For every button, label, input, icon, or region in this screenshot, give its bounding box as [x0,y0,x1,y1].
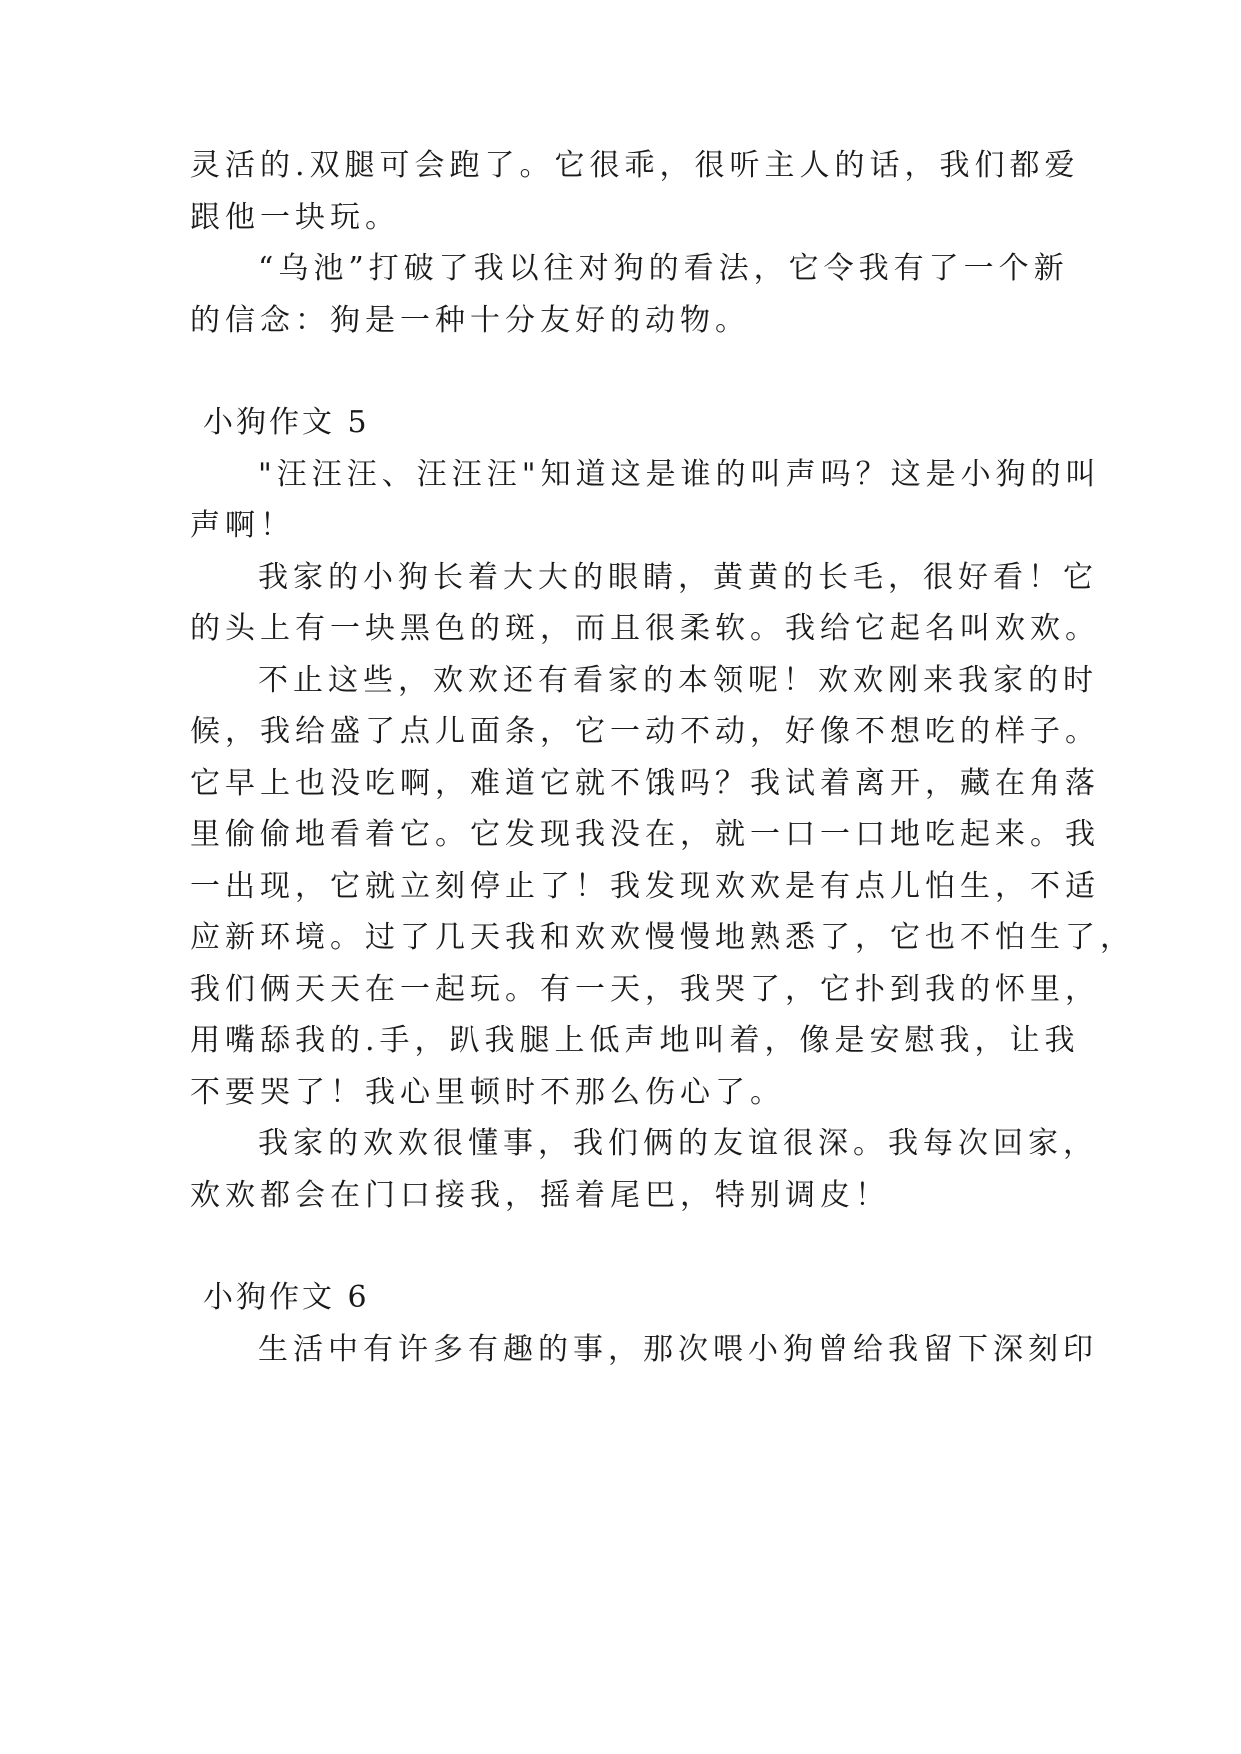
paragraph-line: 不要哭了！我心里顿时不那么伤心了。 [190,1075,785,1110]
paragraph-line: 我们俩天天在一起玩。有一天，我哭了，它扑到我的怀里， [190,972,1100,1007]
paragraph-line: 我家的小狗长着大大的眼睛，黄黄的长毛，很好看！它 [258,560,1098,595]
paragraph-line: 生活中有许多有趣的事，那次喂小狗曾给我留下深刻印 [258,1332,1098,1367]
paragraph-line: 一出现，它就立刻停止了！我发现欢欢是有点儿怕生，不适 [190,869,1100,904]
paragraph-line: 不止这些，欢欢还有看家的本领呢！欢欢刚来我家的时 [258,663,1098,698]
paragraph-line: 跟他一块玩。 [190,200,400,235]
paragraph-line: 我家的欢欢很懂事，我们俩的友谊很深。我每次回家， [258,1126,1098,1161]
paragraph-line: 候，我给盛了点儿面条，它一动不动，好像不想吃的样子。 [190,714,1100,749]
paragraph-line: “乌池”打破了我以往对狗的看法，它令我有了一个新 [258,251,1069,286]
paragraph-line: 的头上有一块黑色的斑，而且很柔软。我给它起名叫欢欢。 [190,611,1100,646]
paragraph-line: 声啊！ [190,508,295,543]
section-heading: 小狗作文 6 [203,1280,370,1315]
paragraph-line: 的信念：狗是一种十分友好的动物。 [190,303,750,338]
paragraph-line: 灵活的.双腿可会跑了。它很乖，很听主人的话，我们都爱 [190,148,1080,183]
paragraph-line: 应新环境。过了几天我和欢欢慢慢地熟悉了，它也不怕生了， [190,920,1135,955]
paragraph-line: "汪汪汪、汪汪汪"知道这是谁的叫声吗？这是小狗的叫 [258,457,1101,492]
section-heading: 小狗作文 5 [203,405,370,440]
paragraph-line: 里偷偷地看着它。它发现我没在，就一口一口地吃起来。我 [190,817,1100,852]
paragraph-line: 它早上也没吃啊，难道它就不饿吗？我试着离开，藏在角落 [190,766,1100,801]
paragraph-line: 用嘴舔我的.手，趴我腿上低声地叫着，像是安慰我，让我 [190,1023,1080,1058]
paragraph-line: 欢欢都会在门口接我，摇着尾巴，特别调皮！ [190,1178,890,1213]
